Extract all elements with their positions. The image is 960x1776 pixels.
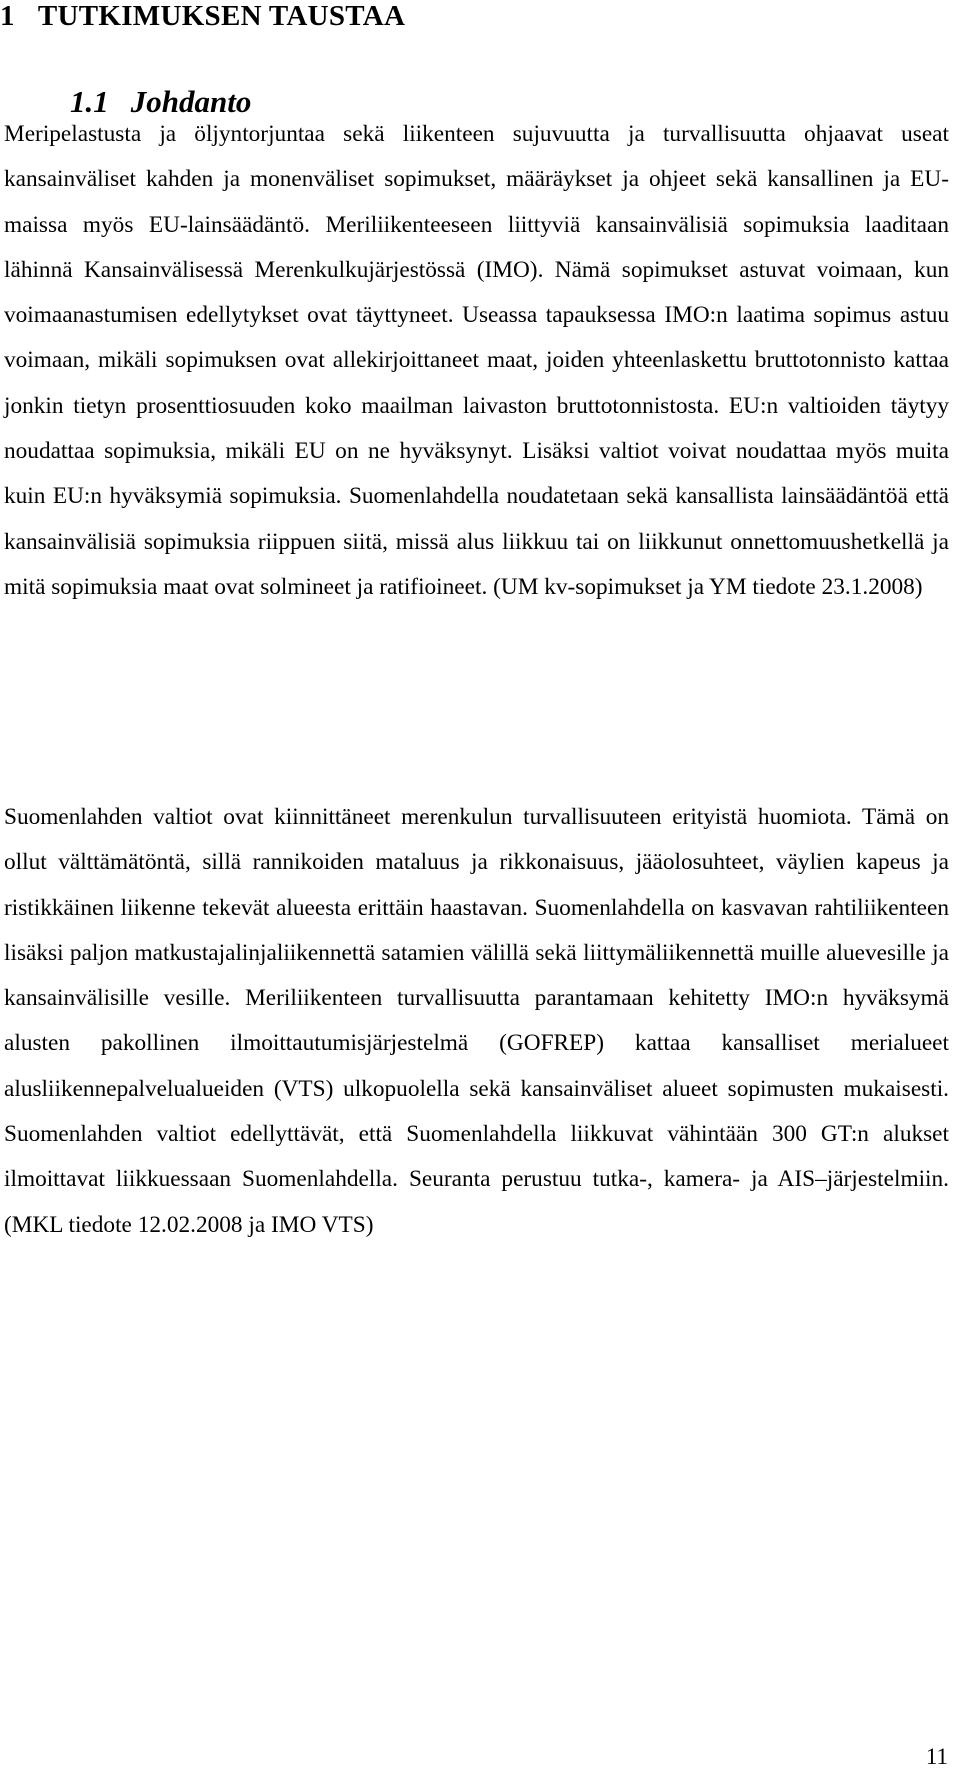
chapter-heading — [0, 0, 405, 32]
body-paragraph-2: Suomenlahden valtiot ovat kiinnittäneet merenkulun turvallisuuteen erityistä huomiota. Tämä on ollut välttämätöntä, sillä rannikoiden mataluus ja rikkonaisuus, jääolosuhteet, väylien kapeus ja ristikkäinen liikenne tekevät alueesta erittäin haastavan. Suomenlahdella on kasvavan rahtiliikenteen lisäksi paljon matkustajalinjaliikennettä satamien välillä sekä liittymäliikennettä muille aluevesille ja kansainvälisille vesille. Meriliikenteen turvallisuutta parantamaan kehitetty IMO:n hyväksymä alusten pakollinen ilmoittautumisjärjestelmä (GOFREP) kattaa kansalliset merialueet alusliikennepalvelualueiden (VTS) ulkopuolella sekä kansainväliset alueet sopimusten mukaisesti. Suomenlahden valtiot edellyttävät, että Suomenlahdella liikkuvat vähintään 300 GT:n alukset ilmoittavat liikkuessaan Suomenlahdella. Seuranta perustuu tutka-, kamera- ja AIS–järjestelmiin. (MKL tiedote 12.02.2008 ja IMO VTS) — [4, 804, 949, 1238]
body-paragraph-1: Meripelastusta ja öljyntorjuntaa sekä liikenteen sujuvuutta ja turvallisuutta ohjaavat useat kansainväliset kahden ja monenväliset sopimukset, määräykset ja ohjeet sekä kansallinen ja EU-maissa myös EU-lainsäädäntö. Meriliikenteeseen liittyviä kansainvälisiä sopimuksia laaditaan lähinnä Kansainvälisessä Merenkulkujärjestössä (IMO). Nämä sopimukset astuvat voimaan, kun voimaanastumisen edellytykset ovat täyttyneet. Useassa tapauksessa IMO:n laatima sopimus astuu voimaan, mikäli sopimuksen ovat allekirjoittaneet maat, joiden yhteenlaskettu bruttotonnisto kattaa jonkin tietyn prosenttiosuuden koko maailman laivaston bruttotonnistosta. EU:n valtioiden täytyy noudattaa sopimuksia, mikäli EU on ne hyväksynyt. Lisäksi valtiot voivat noudattaa myös muita kuin EU:n hyväksymiä sopimuksia. Suomenlahdella noudatetaan sekä kansallista lainsäädäntöä että kansainvälisiä sopimuksia riippuen siitä, missä alus liikkuu tai on liikkunut onnettomuushetkellä ja mitä sopimuksia maat ovat solmineet ja ratifioineet. (UM kv-sopimukset ja YM tiedote 23.1.2008) — [4, 121, 949, 600]
section-title: Johdanto — [130, 84, 252, 119]
page-number: 11 — [925, 1744, 948, 1769]
chapter-number: 1 — [0, 0, 15, 32]
section-number: 1.1 — [70, 84, 109, 119]
chapter-title: TUTKIMUKSEN TAUSTAA — [37, 0, 406, 32]
